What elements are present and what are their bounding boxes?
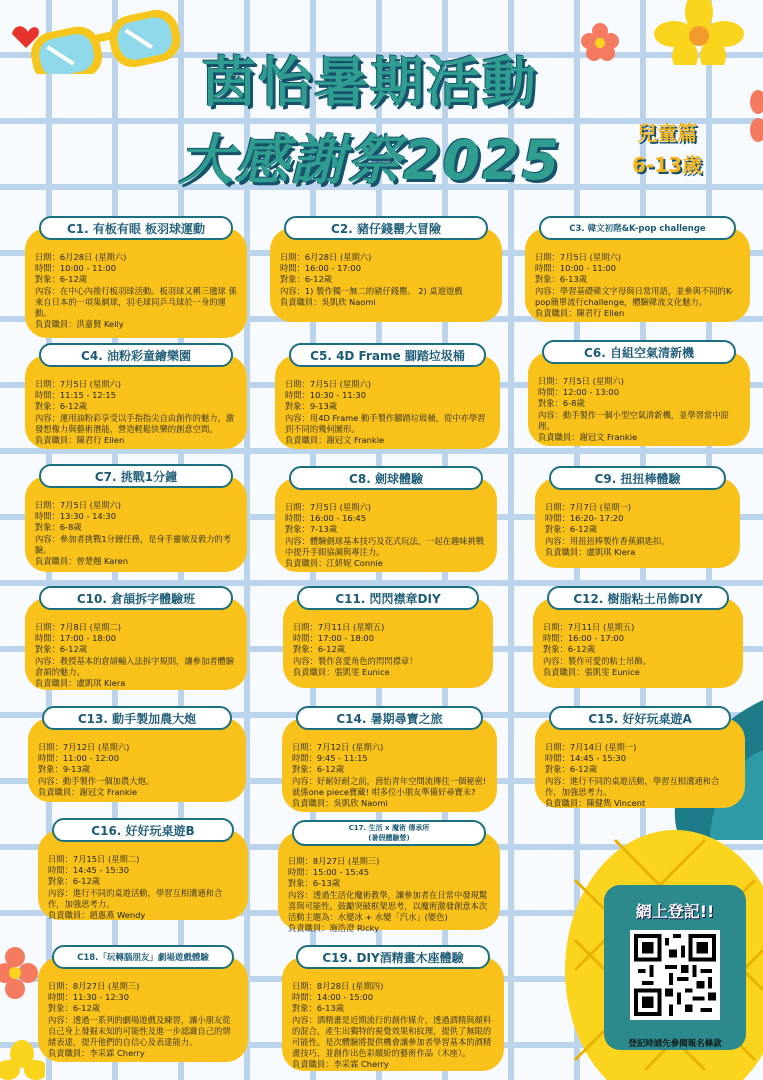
event-content: 內容：透過生活化魔術教學，讓參加者在日常中發現驚喜與可能性。鼓勵突破框架思考，以魔術激發創意本次活動主題為：水變冰 + 水變「汽水」(變色) [288,889,488,923]
event-time: 時間：10:00 - 11:00 [535,263,616,274]
event-target: 對象：7-13歲 [285,524,338,535]
event-date: 日期：7月14日 (星期一) [545,742,637,752]
event-time: 時間：16:00 - 17:00 [280,263,361,274]
event-time: 時間：11:30 - 12:30 [48,992,129,1003]
event-date: 日期：7月12日 (星期六) [292,742,384,752]
event-target: 對象：6-12歲 [35,644,88,655]
event-card-c14 [282,712,497,812]
event-target: 對象：9-13歲 [285,401,338,412]
event-title: C18.「玩轉腦朋友」劇場遊戲體驗 [52,945,234,969]
event-details [275,355,500,449]
event-time: 時間：16:00 - 17:00 [543,633,624,644]
event-target: 對象：6-12歲 [280,274,333,285]
event-date: 日期：6月28日 (星期六) [35,252,127,262]
event-date: 日期：7月11日 (星期五) [543,622,635,632]
flower-icon [738,90,763,150]
event-card-c1 [25,222,247,338]
event-time: 時間：17:00 - 18:00 [35,633,116,644]
event-title: C14. 暑期尋寶之旅 [296,706,483,730]
event-date: 日期：7月15日 (星期二) [48,854,140,864]
event-date: 日期：7月12日 (星期六) [38,742,130,752]
flower-icon [0,945,40,1000]
event-card-c4 [25,349,247,449]
event-time: 時間：10:30 - 11:30 [285,390,366,401]
event-content: 內容：製作可愛的粘土吊飾。 [543,655,651,666]
event-details [28,718,246,802]
event-target: 對象：6-13歲 [288,878,341,889]
event-title: C2. 豬仔錢罌大冒險 [284,216,488,240]
event-staff: 負責職員：施浩澄 Ricky [288,923,380,934]
event-target: 對象：6-12歲 [293,644,346,655]
event-staff: 負責職員：李采霖 Cherry [48,1048,145,1059]
event-details [25,598,247,690]
event-details [270,228,502,322]
event-staff: 負責職員：李采霖 Cherry [292,1059,389,1070]
event-title: C5. 4D Frame 腳踏垃圾桶 [289,343,486,367]
event-date: 日期：6月28日 (星期六) [280,252,372,262]
event-title: C7. 挑戰1分鐘 [39,464,233,488]
event-target: 對象：6-13歲 [292,1003,345,1014]
event-title: C8. 劍球體驗 [289,466,483,490]
event-card-c12 [533,592,743,688]
subtitle-category: 兒童篇 [637,121,697,145]
event-title: C1. 有板有眼 板羽球運動 [39,216,233,240]
event-staff: 負責職員：陳君行 Ellen [535,308,625,319]
event-content: 內容：酒精畫是近期流行的創作媒介，透過酒精與顏料的混合，產生出獨特的視覺效果和紋理，提供了無限的可能性。是次體驗將提供機會讓參加者學習基本的酒精畫技巧，並創作出色彩繽紛的藝術作品（木座）。 [292,1014,492,1059]
event-details [528,352,750,446]
event-staff: 負責職員：盧凱琪 Kiera [35,678,126,689]
event-staff: 負責職員：江妍妮 Connie [285,558,383,569]
event-date: 日期：7月5日 (星期六) [538,376,625,386]
event-details [25,228,247,338]
event-title: C3. 韓文初階&K-pop challenge [539,216,736,240]
event-staff: 負責職員：陳健雋 Vincent [545,798,646,809]
event-target: 對象：6-12歲 [545,764,598,775]
event-title: C16. 好好玩桌遊B [52,818,234,842]
event-time: 時間：14:00 - 15:00 [292,992,373,1003]
event-details [25,355,247,449]
event-time: 時間：15:00 - 15:45 [288,867,369,878]
event-title: C13. 動手製加農大炮 [42,706,232,730]
event-target: 對象：6-8歲 [35,522,82,533]
event-staff: 負責職員：謝冠文 Frankie [285,435,385,446]
event-staff: 負責職員：謝冠文 Frankie [38,786,138,797]
event-title [292,820,486,846]
event-details [275,478,497,572]
event-title: C15. 好好玩桌遊A [549,706,731,730]
event-date: 日期：7月5日 (星期六) [285,379,372,389]
event-time: 時間：12:00 - 13:00 [538,387,619,398]
event-time: 時間：16:00 - 16:45 [285,513,366,524]
flower-icon [580,22,620,62]
event-details [533,598,743,688]
event-card-c8 [275,472,497,572]
event-content: 內容：好耐好耐之前，茵怡青年空間流傳住一個秘密! 就係one piece寶藏! 咁多位小朋友準備好尋寶未? [292,775,487,797]
event-target: 對象：6-12歲 [35,401,88,412]
event-card-c7 [25,470,247,572]
event-title: C19. DIY酒精畫木座體驗 [296,945,490,969]
event-staff: 負責職員：張凱雯 Eunice [543,666,640,677]
event-title: C11. 閃閃襟章DIY [297,586,479,610]
event-time: 時間：13:30 - 14:30 [35,511,116,522]
event-date: 日期：7月8日 (星期二) [35,622,122,632]
event-card-c16 [38,824,248,921]
event-content: 內容：進行不同的桌遊活動，學習互相溝通和合作，加強思考力。 [545,775,720,797]
event-title: C4. 油粉彩童繪樂園 [39,343,233,367]
event-staff: 負責職員：盧凱琪 Kiera [545,546,636,557]
event-details [525,228,750,322]
event-details [38,957,248,1062]
event-content: 內容：用4D Frame 動手製作腳踏垃圾桶，從中亦學習到不同的幾何圖形。 [285,412,486,434]
event-target: 對象：6-12歲 [292,764,345,775]
event-staff: 負責職員：曾楚翹 Karen [35,556,128,567]
event-content: 內容：透過一系列的劇場遊戲及練習，讓小朋友從自己身上發掘未知的可能性及進一步認識自己的情緒表達，提升他們的自信心及表達能力。 [48,1014,231,1048]
event-staff: 負責職員：謝冠文 Frankie [538,432,638,443]
event-date: 日期：8月28日 (星期四) [292,981,384,991]
event-card-c11 [283,592,493,688]
event-details [25,476,247,572]
event-target: 對象：6-12歲 [48,876,101,887]
event-details [283,598,493,688]
event-date: 日期：7月5日 (星期六) [285,502,372,512]
event-card-c6 [528,346,750,446]
event-staff: 負責職員：趙惠燕 Wendy [48,910,146,921]
event-content: 內容：進行不同的桌遊活動，學習互相溝通和合作，加強思考力。 [48,887,223,909]
event-details [38,830,248,920]
event-details [278,832,500,934]
event-details [282,718,497,812]
event-content: 內容：動手製作一個小型空氣清新機，並學習當中原理。 [538,409,729,431]
event-card-c3 [525,224,750,322]
event-card-c10 [25,592,247,690]
event-content: 內容：在中心內推行板羽球活動。板羽球又稱三毽球 係來自日本的一項集網球，羽毛球同乒乓球於一身的運動。 [35,285,237,319]
event-target: 對象：6-12歲 [48,1003,101,1014]
event-content: 內容：運用油粉彩享受以手指指尖自由創作的魅力，激發想像力與藝術潛能，營造輕鬆快樂的創意空間。 [35,412,235,434]
event-time: 時間：14:45 - 15:30 [545,753,626,764]
event-title-main: C17. 生活 x 魔術 傳承所 [348,824,430,832]
event-time: 時間：17:00 - 18:00 [293,633,374,644]
event-date: 日期：7月5日 (星期六) [35,500,122,510]
event-content: 內容：教授基本的倉頡輸入法拆字規則，讓參加者體驗倉頡的魅力。 [35,655,235,677]
event-date: 日期：7月5日 (星期六) [35,379,122,389]
page-title-line1: 茵怡暑期活動 [202,51,538,114]
event-card-c9 [535,472,740,568]
event-content: 內容：參加者挑戰1分鐘任務，是身手靈敏及毅力的考驗。 [35,533,232,555]
event-staff: 負責職員：洪嘉賢 Kelly [35,319,124,330]
qr-code-icon[interactable] [630,930,720,1020]
event-title: C10. 倉頡拆字體驗班 [39,586,233,610]
event-date: 日期：7月11日 (星期五) [293,622,385,632]
event-details [535,718,745,808]
registration-note: 登記時請先參閱報名條款 [628,1039,722,1049]
event-target: 對象：6-12歲 [35,274,88,285]
event-card-c18 [38,953,248,1062]
event-content: 內容：1) 製作獨一無二的豬仔錢罌。 2) 桌遊遊戲 [280,285,463,296]
event-target: 對象：6-12歲 [543,644,596,655]
event-card-c13 [28,712,246,802]
event-date: 日期：8月27日 (星期三) [48,981,140,991]
event-title: C12. 樹脂粘土吊飾DIY [547,586,729,610]
event-title: C9. 扭扭棒體驗 [549,466,726,490]
event-staff: 負責職員：吳凱欣 Naomi [292,798,388,809]
event-time: 時間：11:15 - 12:15 [35,390,116,401]
event-staff: 負責職員：陳君行 Ellen [35,435,125,446]
event-staff: 負責職員：吳凱欣 Naomi [280,296,376,307]
event-content: 內容：製作喜愛角色的閃閃襟章！ [293,655,418,666]
event-content: 內容：動手製作一個加農大炮。 [38,775,155,786]
event-date: 日期：7月7日 (星期一) [545,502,632,512]
event-time: 時間：9:45 - 11:15 [292,753,368,764]
event-title: C6. 自組空氣清新機 [542,340,736,364]
event-target: 對象：6-12歲 [545,524,598,535]
event-content: 內容：學習基礎韓文字母與日常用語，並參與不同的K-pop簡單流行challenge，體驗韓流文化魅力。 [535,285,734,307]
event-date: 日期：7月5日 (星期六) [535,252,622,262]
event-date: 日期：8月27日 (星期三) [288,856,380,866]
flower-icon [652,0,747,65]
event-title-sub: (暑假體驗營) [368,834,410,842]
registration-title: 網上登記!! [635,902,715,921]
page-title-line2: 大感謝祭2025 [178,129,562,192]
event-time: 時間：11:00 - 12:00 [38,753,119,764]
event-details [282,957,504,1071]
event-content: 內容：用扭扭棒製作香蕉鎖匙扣。 [545,535,670,546]
event-time: 時間：10:00 - 11:00 [35,263,116,274]
event-card-c2 [270,222,502,322]
event-target: 對象：6-8歲 [538,398,585,409]
event-staff: 負責職員：張凱雯 Eunice [293,666,390,677]
event-card-c5 [275,349,500,449]
event-card-c19 [282,951,504,1071]
event-card-c17 [278,824,500,934]
event-target: 對象：9-13歲 [38,764,91,775]
event-details [535,478,740,568]
event-content: 內容：體驗劍球基本技巧及花式玩法，一起在趣味挑戰中提升手眼協調與專注力。 [285,535,485,557]
subtitle-age: 6-13歲 [631,153,703,177]
event-card-c15 [535,712,745,809]
event-time: 時間：16:20- 17:20 [545,513,624,524]
registration-panel [604,885,746,1050]
event-time: 時間：14:45 - 15:30 [48,865,129,876]
event-target: 對象：6-13歲 [535,274,588,285]
